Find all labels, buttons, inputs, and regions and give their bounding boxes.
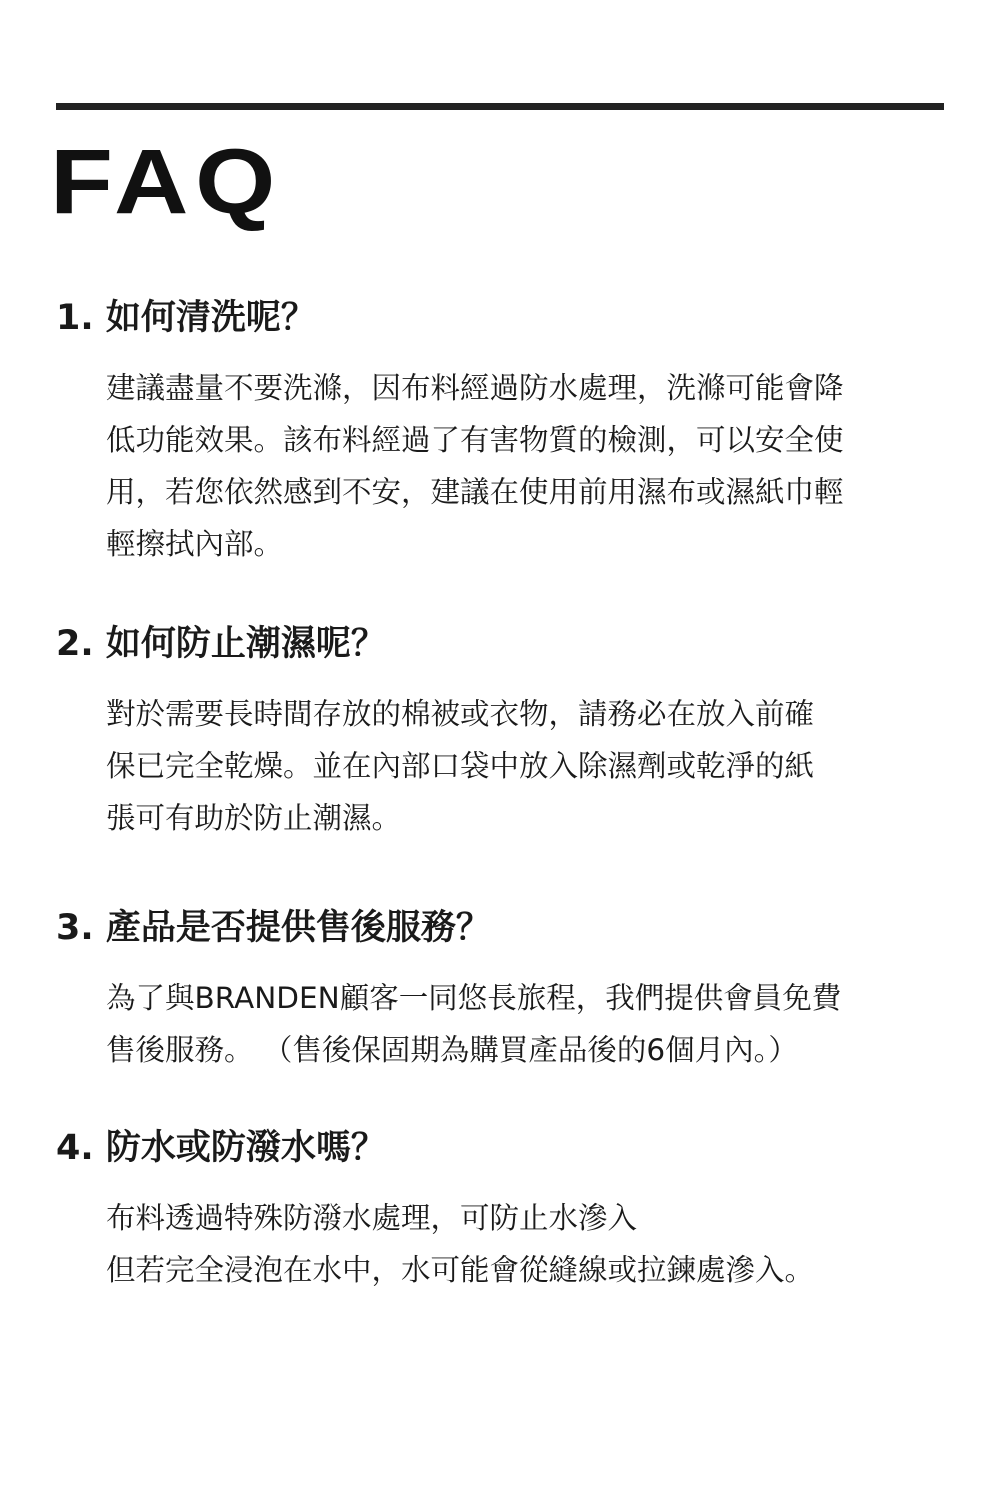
- answer-line: 但若完全浸泡在水中，水可能會從縫線或拉鍊處滲入。: [106, 1253, 815, 1287]
- faq-item-3: [56, 906, 946, 1076]
- faq-question: 2. 如何防止潮濕呢？: [56, 624, 386, 664]
- answer-line: 用，若您依然感到不安，建議在使用前用濕布或濕紙巾輕: [106, 475, 844, 509]
- faq-answer: [56, 1192, 946, 1296]
- answer-line: 為了與BRANDEN顧客一同悠長旅程，我們提供會員免費: [106, 981, 842, 1015]
- faq-item-2: [56, 622, 946, 844]
- answer-line: 布料透過特殊防潑水處理，可防止水滲入: [106, 1201, 638, 1235]
- answer-line: 保已完全乾燥。並在內部口袋中放入除濕劑或乾淨的紙: [106, 749, 815, 783]
- answer-line: 售後服務。 （售後保固期為購買產品後的6個月內。）: [106, 1033, 798, 1067]
- faq-item-1: [56, 296, 946, 570]
- faq-item-4: [56, 1126, 946, 1296]
- faq-question: 1. 如何清洗呢？: [56, 298, 316, 338]
- faq-answer: [56, 362, 946, 570]
- answer-line: 建議盡量不要洗滌，因布料經過防水處理，洗滌可能會降: [106, 371, 844, 405]
- answer-line: 低功能效果。該布料經過了有害物質的檢測，可以安全使: [106, 423, 844, 457]
- answer-line: 對於需要長時間存放的棉被或衣物，請務必在放入前確: [106, 697, 815, 731]
- faq-answer: [56, 688, 946, 844]
- answer-line: 張可有助於防止潮濕。: [106, 801, 402, 835]
- page-title: FAQ: [50, 131, 282, 233]
- faq-question: 3. 產品是否提供售後服務？: [56, 908, 491, 948]
- answer-line: 輕擦拭內部。: [106, 527, 284, 561]
- top-divider: [56, 103, 944, 110]
- faq-question: 4. 防水或防潑水嗎？: [56, 1128, 386, 1168]
- faq-answer: [56, 972, 946, 1076]
